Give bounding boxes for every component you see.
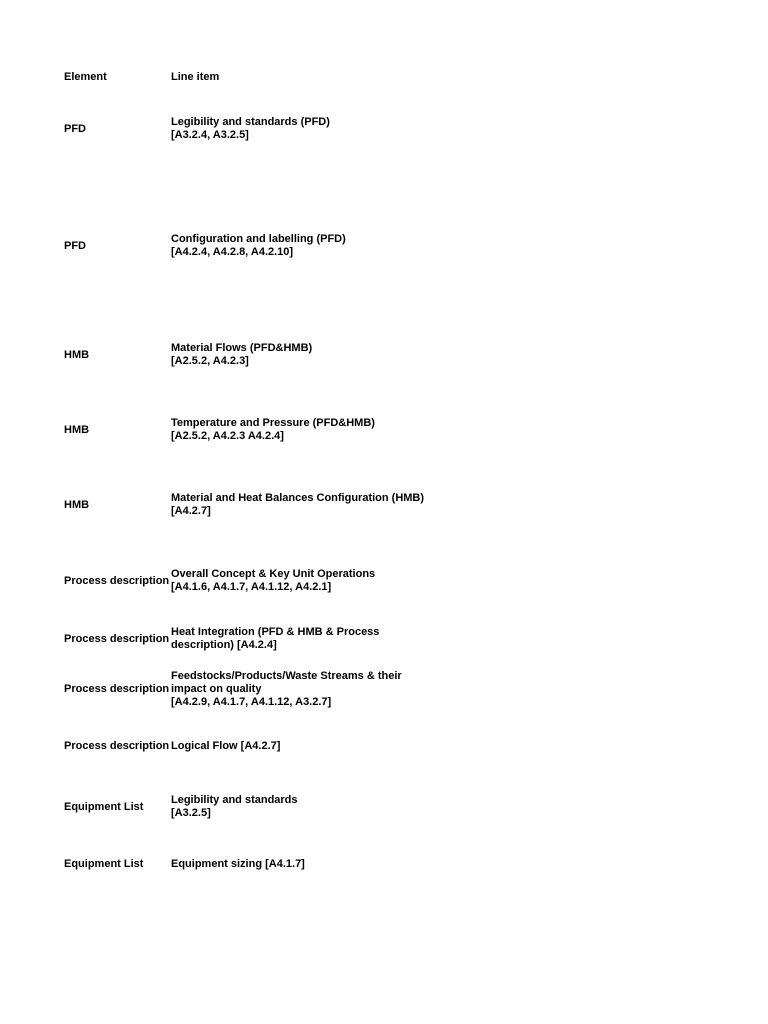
line-item-text: Legibility and standards (PFD) xyxy=(171,116,330,128)
line-item-cell xyxy=(171,670,444,709)
element-cell: Process description xyxy=(64,682,170,695)
element-cell: Process description xyxy=(64,632,170,645)
line-item-reference: description) [A4.2.4] xyxy=(171,639,277,651)
element-cell: Equipment List xyxy=(64,800,144,813)
line-item-cell xyxy=(171,492,444,518)
line-item-cell xyxy=(171,568,444,594)
table-row xyxy=(64,793,444,821)
table-row xyxy=(64,739,444,753)
line-item-reference: [A2.5.2, A4.2.3 A4.2.4] xyxy=(171,430,284,442)
table-row xyxy=(64,341,444,369)
line-item-reference: [A2.5.2, A4.2.3] xyxy=(171,355,249,367)
element-cell: HMB xyxy=(64,498,90,511)
header-line-item: Line item xyxy=(171,70,220,83)
table-row xyxy=(64,857,444,871)
table-row xyxy=(64,232,444,260)
line-item-text: Configuration and labelling (PFD) xyxy=(171,233,346,245)
table-header-row xyxy=(64,70,444,84)
line-item-reference: [A4.2.4, A4.2.8, A4.2.10] xyxy=(171,246,294,258)
line-item-cell xyxy=(171,342,444,368)
table-row xyxy=(64,625,444,653)
line-item-cell xyxy=(171,417,444,443)
table-row xyxy=(64,416,444,444)
element-cell: HMB xyxy=(64,348,90,361)
element-cell: PFD xyxy=(64,122,86,135)
table-row xyxy=(64,567,444,595)
line-item-reference: [A4.1.6, A4.1.7, A4.1.12, A4.2.1] xyxy=(171,581,332,593)
line-item-text: Overall Concept & Key Unit Operations xyxy=(171,568,376,580)
element-cell: Equipment List xyxy=(64,857,144,870)
table-row xyxy=(64,115,444,143)
line-item-text: Material Flows (PFD&HMB) xyxy=(171,342,313,354)
line-item-cell xyxy=(171,794,444,820)
line-item-reference: [A3.2.4, A3.2.5] xyxy=(171,129,249,141)
line-item-text: Equipment sizing [A4.1.7] xyxy=(171,857,305,870)
table-row xyxy=(64,491,444,519)
line-item-cell xyxy=(171,116,444,142)
header-element: Element xyxy=(64,70,107,83)
line-item-text: Heat Integration (PFD & HMB & Process xyxy=(171,626,380,638)
line-item-reference: [A3.2.5] xyxy=(171,807,211,819)
line-item-cell xyxy=(171,626,444,652)
line-item-reference: [A4.2.9, A4.1.7, A4.1.12, A3.2.7] xyxy=(171,695,332,708)
line-item-text: Logical Flow [A4.2.7] xyxy=(171,739,281,752)
line-item-cell xyxy=(171,233,444,259)
line-item-text: Temperature and Pressure (PFD&HMB) xyxy=(171,417,375,429)
element-cell: HMB xyxy=(64,423,90,436)
line-item-text: Feedstocks/Products/Waste Streams & their xyxy=(171,669,402,682)
element-cell: PFD xyxy=(64,239,86,252)
element-cell: Process description xyxy=(64,739,170,752)
line-item-reference: [A4.2.7] xyxy=(171,505,211,517)
table-row xyxy=(64,668,444,710)
line-item-text: impact on quality xyxy=(171,682,262,695)
line-item-cell xyxy=(171,858,444,871)
line-item-cell xyxy=(171,740,444,753)
element-cell: Process description xyxy=(64,574,170,587)
line-item-text: Legibility and standards xyxy=(171,794,298,806)
line-item-text: Material and Heat Balances Configuration (HMB) xyxy=(171,492,425,504)
